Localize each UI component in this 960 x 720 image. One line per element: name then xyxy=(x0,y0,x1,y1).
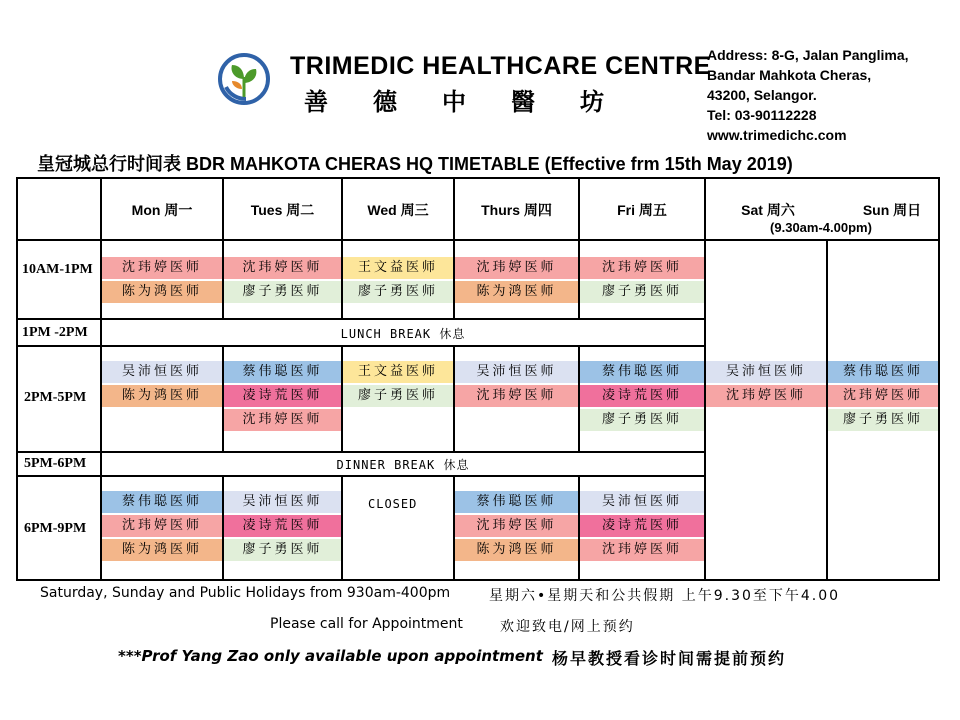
doctor-slot: 凌诗荒医师 xyxy=(580,515,704,537)
time-slot-morning: 10AM-1PM xyxy=(22,262,93,277)
weekend-hours-note-chinese: 星期六•星期天和公共假期 上午9.30至下午4.00 xyxy=(489,588,841,604)
doctor-slot: 沈玮婷医师 xyxy=(455,515,578,537)
doctor-slot: 沈玮婷医师 xyxy=(580,257,704,279)
doctor-slot: 凌诗荒医师 xyxy=(224,515,341,537)
day-header-tue: Tues 周二 xyxy=(250,202,315,218)
time-slot-afternoon: 2PM-5PM xyxy=(24,390,87,405)
clinic-logo-icon xyxy=(218,53,270,105)
doctor-slot: 廖子勇医师 xyxy=(343,281,453,303)
day-header-sun: Sun 周日 xyxy=(862,202,922,218)
time-slot-evening: 6PM-9PM xyxy=(24,521,87,536)
day-header-wed: Wed 周三 xyxy=(367,202,429,218)
doctor-slot: 凌诗荒医师 xyxy=(224,385,341,407)
doctor-slot: 沈玮婷医师 xyxy=(455,385,578,407)
doctor-slot: 陈为鸿医师 xyxy=(102,281,222,303)
doctor-slot: 吴沛恒医师 xyxy=(102,361,222,383)
doctor-slot: 沈玮婷医师 xyxy=(580,539,704,561)
professor-note-chinese: 杨早教授看诊时间需提前预约 xyxy=(552,649,787,668)
doctor-slot: 廖子勇医师 xyxy=(580,281,704,303)
appointment-note: Please call for Appointment xyxy=(270,616,463,632)
website-url: www.trimedichc.com xyxy=(707,127,847,143)
doctor-slot: 陈为鸿医师 xyxy=(102,539,222,561)
professor-note: ***Prof Yang Zao only available upon appointment xyxy=(118,647,543,665)
doctor-slot: 吴沛恒医师 xyxy=(580,491,704,513)
dinner-break-label: DINNER BREAK 休息 xyxy=(336,458,470,472)
address-line: Bandar Mahkota Cheras, xyxy=(707,67,872,83)
doctor-slot: 蔡伟聪医师 xyxy=(455,491,578,513)
doctor-slot: 凌诗荒医师 xyxy=(580,385,704,407)
doctor-slot: 廖子勇医师 xyxy=(224,539,341,561)
doctor-slot: 吴沛恒医师 xyxy=(224,491,341,513)
doctor-slot: 陈为鸿医师 xyxy=(455,281,578,303)
address-line: Address: 8-G, Jalan Panglima, xyxy=(707,47,909,63)
doctor-slot: 沈玮婷医师 xyxy=(828,385,938,407)
doctor-slot: 廖子勇医师 xyxy=(343,385,453,407)
doctor-slot: 沈玮婷医师 xyxy=(455,257,578,279)
clinic-name: TRIMEDIC HEALTHCARE CENTRE xyxy=(290,52,711,80)
day-header-fri: Fri 周五 xyxy=(617,202,667,218)
timetable-grid xyxy=(16,177,940,581)
doctor-slot: 吴沛恒医师 xyxy=(706,361,826,383)
time-slot-dinner: 5PM-6PM xyxy=(24,456,87,471)
lunch-break-label: LUNCH BREAK 休息 xyxy=(340,327,466,341)
weekend-hours: (9.30am-4.00pm) xyxy=(770,220,872,235)
clinic-name-chinese: 善德中醫坊 xyxy=(304,87,649,116)
clinic-address xyxy=(707,45,909,145)
doctor-slot: 沈玮婷医师 xyxy=(706,385,826,407)
doctor-slot: 沈玮婷医师 xyxy=(224,409,341,431)
phone-number: Tel: 03-90112228 xyxy=(707,107,817,123)
doctor-slot: 蔡伟聪医师 xyxy=(102,491,222,513)
doctor-slot: 王文益医师 xyxy=(343,257,453,279)
doctor-slot: 王文益医师 xyxy=(343,361,453,383)
address-line: 43200, Selangor. xyxy=(707,87,817,103)
day-header-thu: Thurs 周四 xyxy=(481,202,552,218)
doctor-slot: 陈为鸿医师 xyxy=(455,539,578,561)
doctor-slot: 廖子勇医师 xyxy=(580,409,704,431)
doctor-slot: 蔡伟聪医师 xyxy=(580,361,704,383)
timetable-title: 皇冠城总行时间表 BDR MAHKOTA CHERAS HQ TIMETABLE (Effective frm 15th May 2019) xyxy=(37,154,793,174)
time-slot-lunch: 1PM -2PM xyxy=(22,325,88,340)
weekend-hours-note: Saturday, Sunday and Public Holidays from 930am-400pm xyxy=(40,585,451,601)
doctor-slot: 吴沛恒医师 xyxy=(455,361,578,383)
doctor-slot: 廖子勇医师 xyxy=(224,281,341,303)
closed-label: CLOSED xyxy=(368,497,418,511)
doctor-slot: 廖子勇医师 xyxy=(828,409,938,431)
doctor-slot: 蔡伟聪医师 xyxy=(828,361,938,383)
doctor-slot: 沈玮婷医师 xyxy=(224,257,341,279)
doctor-slot: 陈为鸿医师 xyxy=(102,385,222,407)
day-header-sat: Sat 周六 xyxy=(741,202,795,218)
doctor-slot: 沈玮婷医师 xyxy=(102,515,222,537)
appointment-note-chinese: 欢迎致电/网上预约 xyxy=(500,619,635,635)
doctor-slot: 蔡伟聪医师 xyxy=(224,361,341,383)
day-header-mon: Mon 周一 xyxy=(131,202,193,218)
doctor-slot: 沈玮婷医师 xyxy=(102,257,222,279)
